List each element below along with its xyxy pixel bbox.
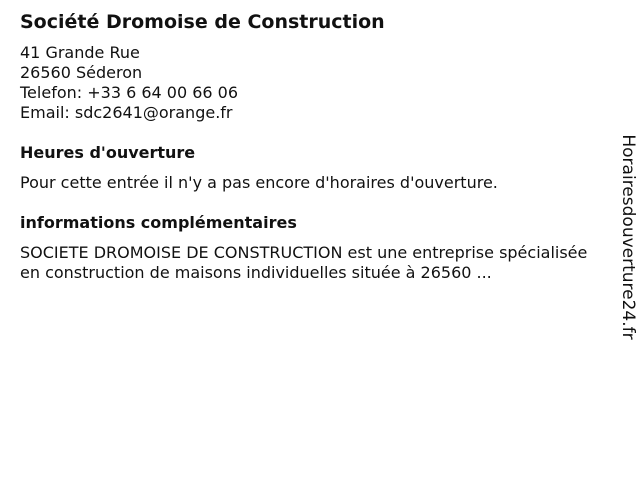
company-card [20,10,600,283]
hours-heading: Heures d'ouverture [20,143,196,162]
company-description: SOCIETE DROMOISE DE CONSTRUCTION est une entreprise spécialisée en construction de maisons individuelles située à 26560 ... [20,243,588,282]
contact-details [20,43,600,123]
email-address: Email: sdc2641@orange.fr [20,103,233,122]
company-name: Société Dromoise de Construction [20,11,385,33]
phone-number: Telefon: +33 6 64 00 66 06 [20,83,239,102]
side-brand-text: Horairesdouverture24.fr [618,134,638,340]
city-address: 26560 Séderon [20,63,143,82]
hours-text: Pour cette entrée il n'y a pas encore d'horaires d'ouverture. [20,173,498,192]
info-heading: informations complémentaires [20,213,297,232]
street-address: 41 Grande Rue [20,43,140,62]
